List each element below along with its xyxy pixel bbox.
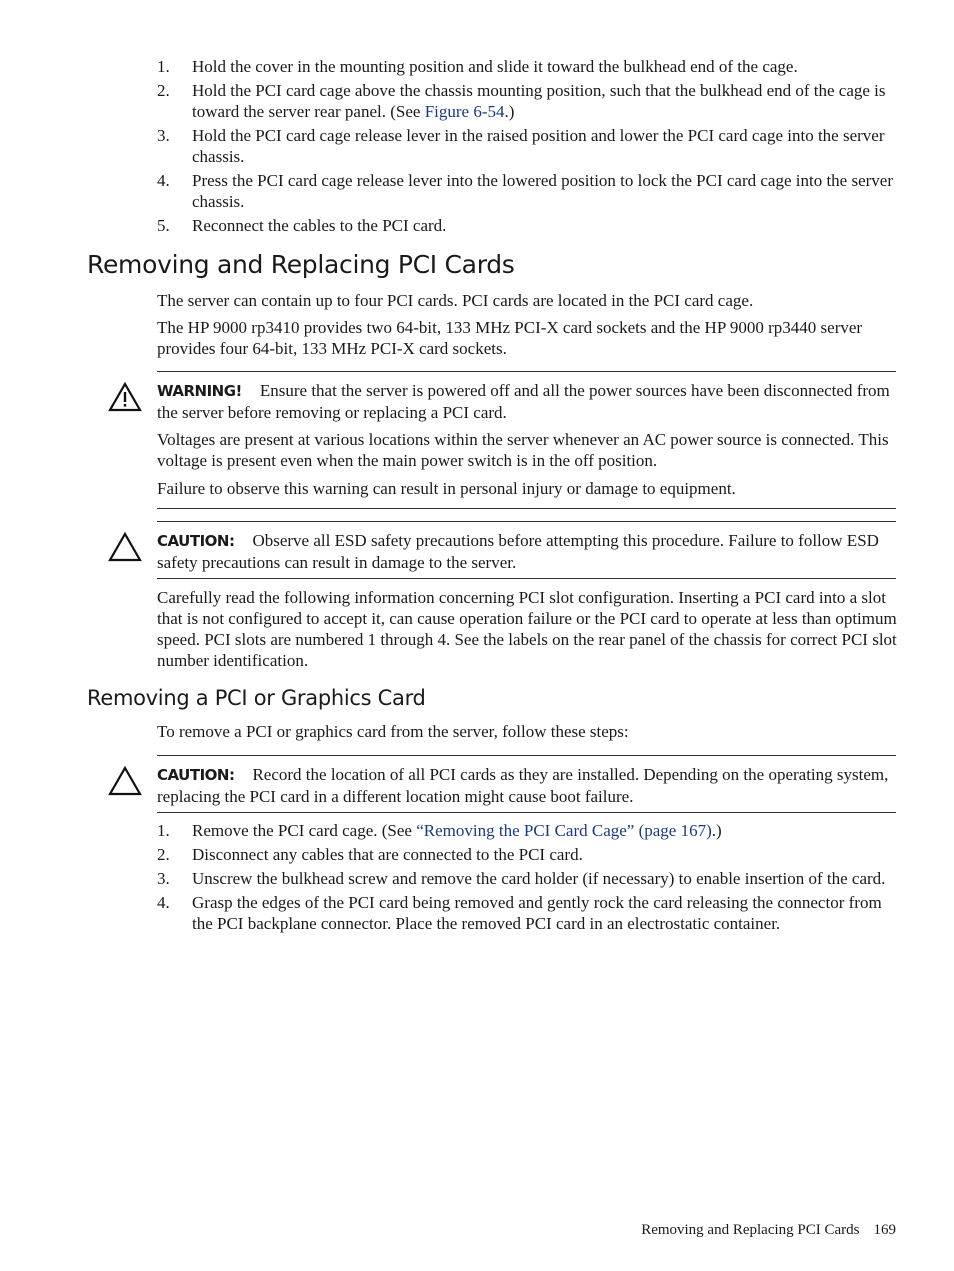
warning-paragraph-3: Failure to observe this warning can result in personal injury or damage to equipment. <box>157 479 736 498</box>
warning-bottom-rule <box>157 508 896 509</box>
intro-paragraph: The server can contain up to four PCI cards. PCI cards are located in the PCI card cage. <box>157 291 754 310</box>
list-item: 2. Hold the PCI card cage above the chassis mounting position, such that the bulkhead end of the cage is toward the server rear panel. (See Figure 6-54.) <box>157 81 886 121</box>
sub-intro-paragraph: To remove a PCI or graphics card from the server, follow these steps: <box>157 722 629 741</box>
list-item: 1. Hold the cover in the mounting position and slide it toward the bulkhead end of the cage. <box>157 57 798 76</box>
steps-list-bottom <box>157 820 897 937</box>
caution-icon <box>108 531 142 563</box>
caution-label: CAUTION: <box>157 532 235 550</box>
caution-label: CAUTION: <box>157 766 235 784</box>
steps-list-top <box>157 56 897 239</box>
warning-text: WARNING! Ensure that the server is powered off and all the power sources have been disconnected from the server before removing or replacing a PCI card. <box>157 381 890 422</box>
slot-info-paragraph: Carefully read the following information concerning PCI slot configuration. Inserting a PCI card into a slot that is not configured to accept it, can cause operation failure or the PCI card to operate at less than optimum speed. PCI slots are numbered 1 through 4. See the labels on the rear panel of the chassis for correct PCI slot number identification. <box>157 588 897 670</box>
caution-2-bottom-rule <box>157 812 896 813</box>
list-item: 4. Grasp the edges of the PCI card being removed and gently rock the card releasing the connector from the PCI backplane connector. Place the removed PCI card in an electrostatic container. <box>157 893 882 933</box>
list-item: 4. Press the PCI card cage release lever into the lowered position to lock the PCI card cage into the server chassis. <box>157 171 894 211</box>
list-item: 3. Hold the PCI card cage release lever in the raised position and lower the PCI card cage into the server chassis. <box>157 126 885 166</box>
list-item: 1. Remove the PCI card cage. (See “Removing the PCI Card Cage” (page 167).) <box>157 821 722 840</box>
caution-icon <box>108 765 142 797</box>
footer-title: Removing and Replacing PCI Cards <box>641 1222 860 1238</box>
page-footer <box>641 1222 896 1239</box>
intro-paragraph-2: The HP 9000 rp3410 provides two 64-bit, 133 MHz PCI-X card sockets and the HP 9000 rp3440 server provides four 64-bit, 133 MHz PCI-X card sockets. <box>157 318 863 358</box>
caution-bottom-rule <box>157 578 896 579</box>
list-item: 2. Disconnect any cables that are connected to the PCI card. <box>157 845 583 864</box>
page-number: 169 <box>873 1222 896 1238</box>
caution-text: CAUTION: Observe all ESD safety precautions before attempting this procedure. Failure to follow ESD safety precautions can result in damage to the server. <box>157 531 879 572</box>
figure-link[interactable]: Figure 6-54 <box>424 102 505 121</box>
caution-top-rule <box>157 521 896 522</box>
caution-2-top-rule <box>157 755 896 756</box>
list-item: 3. Unscrew the bulkhead screw and remove the card holder (if necessary) to enable insertion of the card. <box>157 869 886 888</box>
subsection-title: Removing a PCI or Graphics Card <box>87 686 426 710</box>
warning-label: WARNING! <box>157 382 242 400</box>
caution-2-text: CAUTION: Record the location of all PCI cards as they are installed. Depending on the operating system, replacing the PCI card in a different location might cause boot failure. <box>157 765 889 806</box>
cross-reference-link[interactable]: “Removing the PCI Card Cage” (page 167) <box>416 821 712 840</box>
warning-paragraph-2: Voltages are present at various locations within the server whenever an AC power source is connected. This voltage is present even when the main power switch is in the off position. <box>157 430 889 470</box>
section-title: Removing and Replacing PCI Cards <box>87 250 515 279</box>
warning-icon <box>108 381 142 413</box>
list-item: 5. Reconnect the cables to the PCI card. <box>157 216 447 235</box>
warning-top-rule <box>157 371 896 372</box>
